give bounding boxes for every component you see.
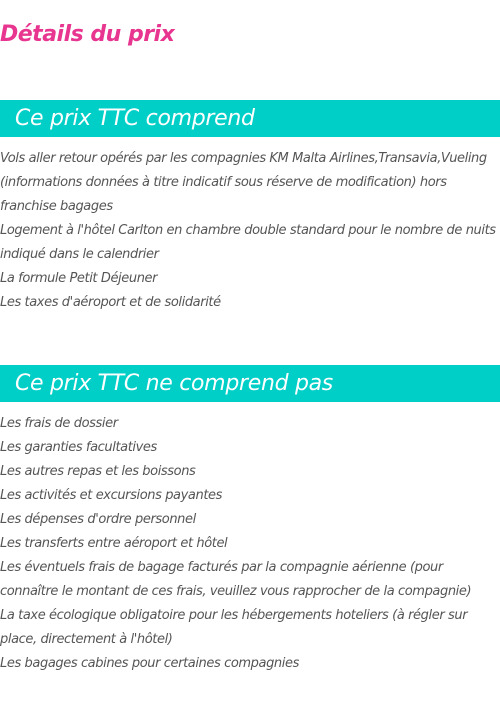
excluded-item: Les garanties facultatives [0,440,157,455]
included-item: Vols aller retour opérés par les compagnies KM Malta Airlines,Transavia,Vueling (informations données à titre indicatif sous réserve de modification) hors franchise bagages [0,151,487,214]
included-item: Les taxes d'aéroport et de solidarité [0,295,221,310]
excluded-item: Les activités et excursions payantes [0,488,222,503]
included-list [0,147,500,315]
excluded-item: Les frais de dossier [0,416,118,431]
included-item: La formule Petit Déjeuner [0,271,158,286]
excluded-list [0,412,500,676]
excluded-item: Les transferts entre aéroport et hôtel [0,536,228,551]
excluded-item: Les dépenses d'ordre personnel [0,512,196,527]
included-section-header: Ce prix TTC comprend [0,100,500,137]
excluded-item: Les éventuels frais de bagage facturés par la compagnie aérienne (pour connaître le montant de ces frais, veuillez vous rapprocher de la compagnie) [0,560,472,599]
page-title: Détails du prix [0,22,175,47]
excluded-item: Les autres repas et les boissons [0,464,196,479]
excluded-item: La taxe écologique obligatoire pour les hébergements hoteliers (à régler sur place, directement à l'hôtel) [0,608,468,647]
included-item: Logement à l'hôtel Carlton en chambre double standard pour le nombre de nuits indiqué dans le calendrier [0,223,496,262]
excluded-section-header: Ce prix TTC ne comprend pas [0,365,500,402]
excluded-item: Les bagages cabines pour certaines compagnies [0,656,299,671]
